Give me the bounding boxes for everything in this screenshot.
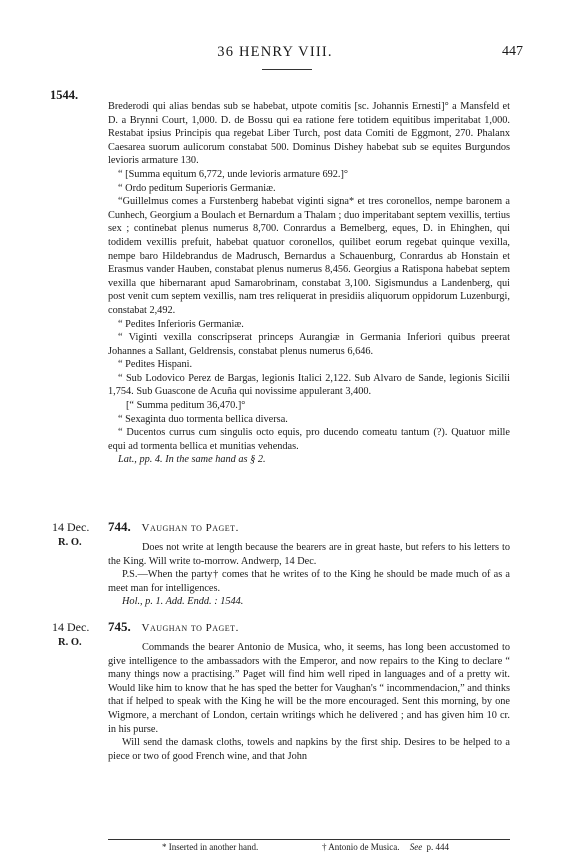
paragraph: “ [Summa equitum 6,772, unde levioris armature 692.]° xyxy=(118,168,349,180)
letter-heading xyxy=(108,519,239,535)
paragraph: “ Sub Lodovico Perez de Bargas, legionis Italici 2,122. Sub Alvaro de Sande, legionis Sicilii 1,754. Sub Guascone de Acuña qui novissime appulerant 3,400. xyxy=(108,372,510,398)
repository-mark: R. O. xyxy=(58,537,82,548)
footnote-ref-page: p. 444 xyxy=(426,842,449,852)
paragraph: “ Sexaginta duo tormenta bellica diversa. xyxy=(118,413,288,425)
letter-date: 14 Dec. xyxy=(52,620,90,634)
letter-date: 14 Dec. xyxy=(52,520,90,534)
running-header xyxy=(0,44,567,66)
footnote-text: † Antonio de Musica. xyxy=(322,842,400,852)
paragraph: Will send the damask cloths, towels and napkins by the first ship. Desires to be helped to a piece or two of good French wine, and that John xyxy=(108,737,510,762)
footnote-rule xyxy=(108,839,510,840)
paragraph: Brederodi qui alias bendas sub se habebat, utpote comitis [sc. Johannis Ernesti]° a Mansfeld et D. a Brynni Court, 1,000. D. de Bossu qui ea ratione fere totidem equitibus imperitabat 1,000. Restabat ipsius Principis qua regebat Liber Turch, post data Comiti de Eggmont, 270. Phalanx Caesarea suorum aulicorum constabat 500. Dominus Dishey habebat sub se equites Burgundos levioris armature 130. xyxy=(108,101,510,167)
paragraph: “ Pedites Inferioris Germaniæ. xyxy=(118,318,244,330)
paragraph: [“ Summa peditum 36,470.]° xyxy=(126,400,246,412)
letter-number: 745. xyxy=(108,619,131,634)
paragraph: Commands the bearer Antonio de Musica, who, it seems, has long been accustomed to give intelligence to the ambassadors with the Emperor, and now repairs to the King to declare “ many things now a practising.” Paget will find him well riped in languages and of a pretty wit. Would like him to know that he has sped the better for Vaughan's “ incommendacion,” and thinks that if helped to speak with the King he will be the more encouraged. Sent this morning, by one Wigmore, a merchant of London, certain writings which he delivered ; and has given him 10 cr. in his purse. xyxy=(108,642,510,735)
margin-year: 1544. xyxy=(50,88,79,102)
letter-address: Vaughan to Paget. xyxy=(141,622,239,634)
letter-heading xyxy=(108,619,239,635)
paragraph: “ Ducentos currus cum singulis octo equis, pro ducendo comeatu tantum (?). Quatuor mille equi ad tormenta bellica et munitias vehendas. xyxy=(108,427,510,452)
source-note: Lat., pp. 4. In the same hand as § 2. xyxy=(118,454,266,466)
paragraph: Does not write at length because the bearers are in great haste, but refers to his letters to the King. Will write to-morrow. Andwerp, 14 Dec. xyxy=(108,542,510,567)
postscript: P.S.—When the party† comes that he writes of to the King he should be made much of as a meet man for intelligences. xyxy=(108,569,510,594)
letter-body xyxy=(108,641,510,763)
header-rule xyxy=(262,69,312,70)
source-note: Hol., p. 1. Add. Endd. : 1544. xyxy=(122,596,244,608)
letter-number: 744. xyxy=(108,519,131,534)
letter-address: Vaughan to Paget. xyxy=(141,522,239,534)
paragraph: “ Ordo peditum Superioris Germaniæ. xyxy=(118,182,276,194)
letter-body xyxy=(108,541,510,609)
page-number: 447 xyxy=(502,44,523,59)
repository-mark: R. O. xyxy=(58,637,82,648)
paragraph: “ Viginti vexilla conscripserat princeps Aurangiæ in Germania Inferiori quibus preerat Johannes a Sallant, Geldrensis, constabat plenus numerus 6,646. xyxy=(108,332,510,357)
running-title: 36 HENRY VIII. xyxy=(217,44,333,60)
footnote: * Inserted in another hand. xyxy=(162,842,259,852)
paragraph: “Guillelmus comes a Furstenberg habebat viginti signa* et tres coronellos, nempe baronem a Cunhech, Georgium a Boulach et Bernardum a Thalam ; duo imperitabant septem vexillis, tertius sex ; continebat plenus numerus 8,700. Conrardus a Bemelberg, eques, D. in Ehinghen, qui todidem vexillis prefuit, habebat quatuor coronellos, quilibet eorum regebat quinque vexilla, nempe baro Hildebrandus de Madrusch, Bernardus a Schauenburg, Conrardus ab Honstain et Erasmus vander Hauben, constabat plenus numerus 8,456. Georgius a Ratispona habebat septem vexilla que hibernarant apud Samarobrinam, constabat 3,100. Sigismundus a Landenberg, qui post venit cum septem vexillis, nam tres reliquerat in presidiis aliquorum oppidorum Luzenburgi, constabat 2,492. xyxy=(108,196,510,316)
footnote-ref-label: See xyxy=(409,842,423,852)
paragraph: “ Pedites Hispani. xyxy=(118,359,193,371)
footnote xyxy=(322,842,449,852)
continuation-text xyxy=(108,100,510,467)
